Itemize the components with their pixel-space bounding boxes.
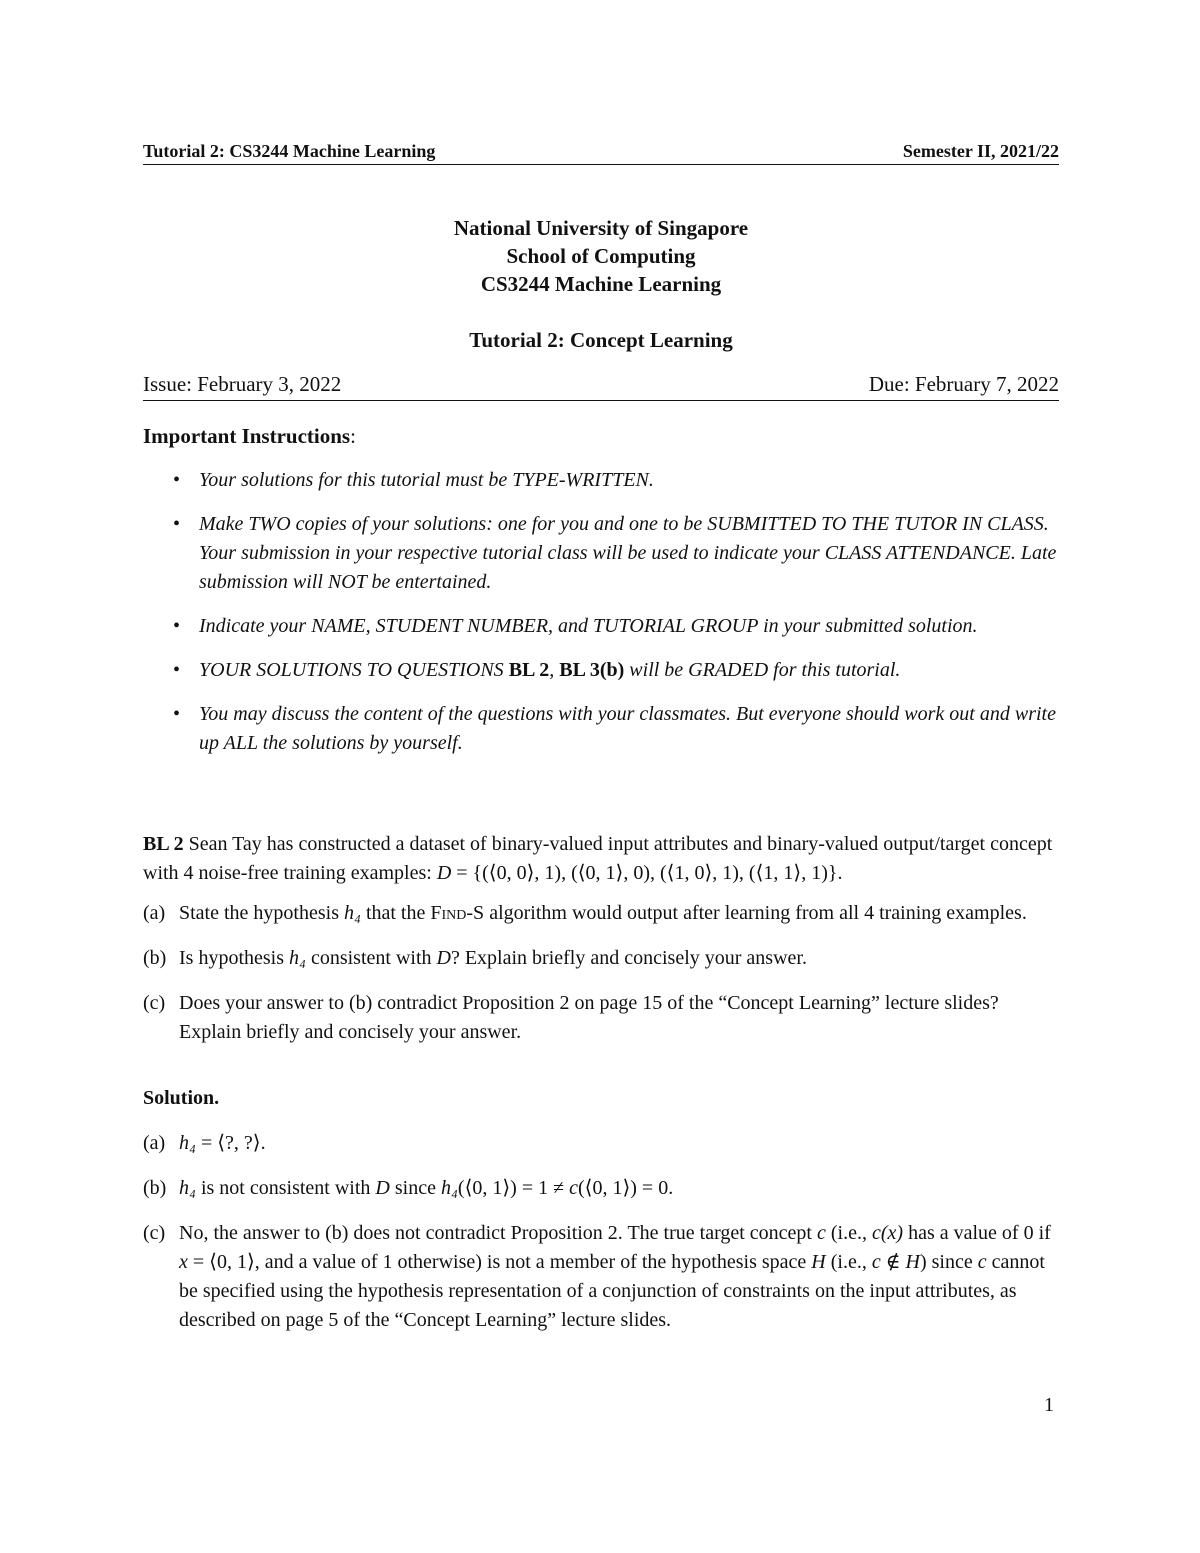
instructions-heading-colon: : xyxy=(350,424,356,448)
instruction-text-pre: YOUR SOLUTIONS TO QUESTIONS xyxy=(199,659,509,681)
math-h4: h₄ xyxy=(343,902,361,924)
course-name: CS3244 Machine Learning xyxy=(480,272,722,296)
algorithm-suffix: -S xyxy=(466,902,485,924)
math-x: x xyxy=(179,1251,188,1273)
school-name: School of Computing xyxy=(506,244,696,268)
bullet-icon: • xyxy=(173,703,181,725)
bullet-icon: • xyxy=(173,659,181,681)
part-text: State the hypothesis xyxy=(179,902,344,924)
dataset-definition: = {(⟨0, 0⟩, 1), (⟨0, 1⟩, 0), (⟨1, 0⟩, 1), (⟨1, 1⟩, 1)}. xyxy=(451,862,843,884)
solution-text: cannot be specified using the hypothesis representation of a conjunction of constraints on the input attributes, as described on page 5 of the “Concept Learning” lecture slides. xyxy=(179,1251,1045,1331)
question-part-b xyxy=(143,944,1063,973)
part-text: consistent with xyxy=(305,947,437,969)
solution-text: is not consistent with xyxy=(195,1177,376,1199)
dates-row xyxy=(143,372,1059,401)
part-label: (a) xyxy=(143,902,166,924)
instruction-item xyxy=(173,510,1063,597)
instructions-heading xyxy=(143,424,356,449)
solution-text: has a value of 0 if xyxy=(903,1222,1051,1244)
solution-text: ) since xyxy=(919,1251,978,1273)
part-label: (b) xyxy=(143,947,167,969)
header-right: Semester II, 2021/22 xyxy=(902,141,1059,161)
title-block xyxy=(143,214,1059,298)
due-date: Due: February 7, 2022 xyxy=(868,372,1059,396)
instruction-item xyxy=(173,466,1063,495)
math-h4: h₄ xyxy=(289,947,306,969)
question-intro: Sean Tay has constructed a dataset of binary-valued input attributes and binary-valued output/target concept with 4 noise-free training examples: xyxy=(143,833,1053,884)
question-ref-bl2: BL 2 xyxy=(508,659,550,681)
solution-text: since xyxy=(389,1177,441,1199)
math-h: H xyxy=(811,1251,826,1273)
part-label: (c) xyxy=(143,1222,166,1244)
bullet-icon: • xyxy=(173,513,181,535)
instruction-text: Indicate your NAME, STUDENT NUMBER, and TUTORIAL GROUP in your submitted solution. xyxy=(199,615,978,637)
dataset-variable: D xyxy=(436,862,452,884)
instruction-item xyxy=(173,700,1063,758)
instruction-text-post: will be GRADED for this tutorial. xyxy=(624,659,901,681)
math-c: c xyxy=(977,1251,987,1273)
issue-date: Issue: February 3, 2022 xyxy=(143,372,342,396)
part-text: Is hypothesis xyxy=(179,947,289,969)
math-cx: c(x) xyxy=(871,1222,904,1244)
separator: , xyxy=(549,659,560,681)
part-label: (c) xyxy=(143,992,166,1014)
solution-text: (⟨0, 1⟩) = 1 ≠ xyxy=(457,1177,570,1199)
algorithm-name: Find xyxy=(430,902,467,924)
question-part-a xyxy=(143,899,1063,928)
part-text: algorithm would output after learning from all 4 training examples. xyxy=(484,902,1027,924)
question-part-c xyxy=(143,989,1063,1047)
question-bl2 xyxy=(143,830,1063,888)
part-label: (b) xyxy=(143,1177,167,1199)
solution-text: = ⟨?, ?⟩. xyxy=(195,1132,266,1154)
math-h4: h₄ xyxy=(440,1177,458,1199)
solution-text: (i.e., xyxy=(825,1251,872,1273)
part-text: ? Explain briefly and concisely your answer. xyxy=(450,947,807,969)
instruction-text: Make TWO copies of your solutions: one for you and one to be SUBMITTED TO THE TUTOR IN CLASS. Your submission in your respective tutorial class will be used to indicate your CLASS ATTENDANCE. Late submission will NOT be entertained. xyxy=(199,513,1057,593)
solution-text: (i.e., xyxy=(825,1222,872,1244)
solution-text: (⟨0, 1⟩) = 0. xyxy=(577,1177,674,1199)
math-d: D xyxy=(436,947,451,969)
math-c: c xyxy=(569,1177,578,1199)
part-text: Does your answer to (b) contradict Proposition 2 on page 15 of the “Concept Learning” lecture slides? Explain briefly and concisely your answer. xyxy=(179,992,999,1043)
math-d: D xyxy=(375,1177,390,1199)
instruction-item xyxy=(173,612,1063,641)
solution-part-b xyxy=(143,1174,1063,1203)
tutorial-title: Tutorial 2: Concept Learning xyxy=(469,328,733,352)
bullet-icon: • xyxy=(173,615,181,637)
solution-parts xyxy=(143,1129,1063,1335)
math-c-not-in-h: c ∉ H xyxy=(871,1251,920,1273)
question-parts xyxy=(143,899,1063,1047)
header-left: Tutorial 2: CS3244 Machine Learning xyxy=(143,141,436,161)
university-name: National University of Singapore xyxy=(453,216,749,240)
instruction-text: Your solutions for this tutorial must be TYPE-WRITTEN. xyxy=(199,469,654,491)
solution-part-a xyxy=(143,1129,1063,1158)
solution-text: No, the answer to (b) does not contradict Proposition 2. The true target concept xyxy=(179,1222,817,1244)
instruction-item xyxy=(173,656,1063,685)
bullet-icon: • xyxy=(173,469,181,491)
instructions-heading-text: Important Instructions xyxy=(143,424,351,448)
solution-text: = ⟨0, 1⟩, and a value of 1 otherwise) is not a member of the hypothesis space xyxy=(187,1251,812,1273)
instruction-text: You may discuss the content of the questions with your classmates. But everyone should work out and write up ALL the solutions by yourself. xyxy=(199,703,1056,754)
part-label: (a) xyxy=(143,1132,166,1154)
math-h4: h₄ xyxy=(179,1132,196,1154)
part-text: that the xyxy=(360,902,431,924)
question-ref-bl3b: BL 3(b) xyxy=(559,659,625,681)
math-h4: h₄ xyxy=(179,1177,196,1199)
solution-part-c xyxy=(143,1219,1063,1335)
question-label: BL 2 xyxy=(143,833,184,855)
instructions-list xyxy=(173,466,1063,758)
math-c: c xyxy=(817,1222,826,1244)
page-number: 1 xyxy=(1044,1394,1054,1416)
solution-heading: Solution. xyxy=(143,1087,220,1109)
running-header xyxy=(143,141,1059,165)
